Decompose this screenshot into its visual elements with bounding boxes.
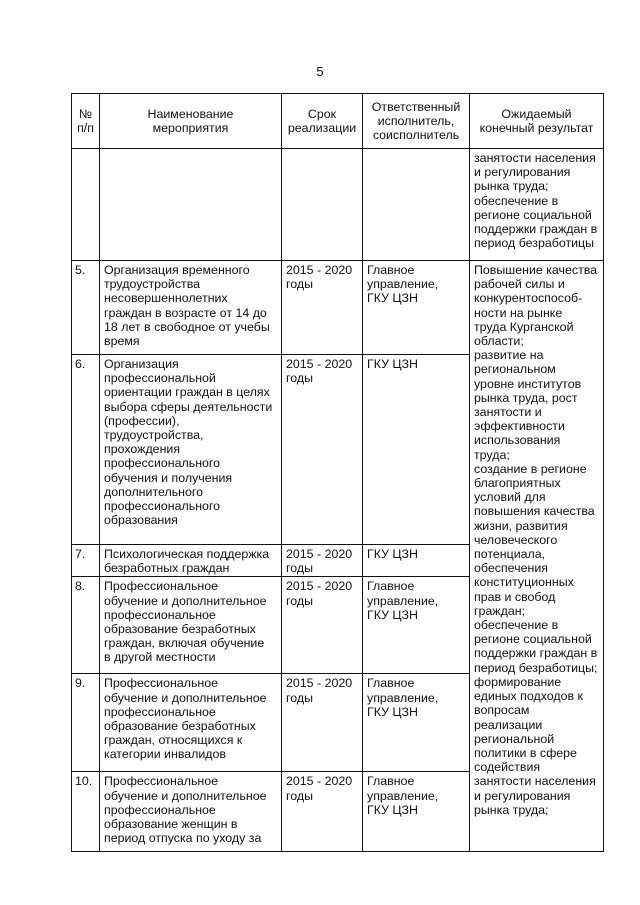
row-number: 8. [72, 577, 100, 674]
row-number: 9. [72, 674, 100, 772]
carry-over-row [72, 149, 604, 261]
header-result: Ожидаемый конечный результат [470, 94, 604, 149]
carry-over-result: занятости населения и регулирования рынка труда; обеспечение в регионе социальной поддержки граждан в период безработицы [470, 149, 604, 261]
row-number: 10. [72, 772, 100, 852]
row-term: 2015 - 2020 годы [282, 674, 363, 772]
carry-responsible [363, 149, 470, 261]
row-responsible: ГКУ ЦЗН [363, 545, 470, 577]
row-responsible: Главное управление, ГКУ ЦЗН [363, 674, 470, 772]
row-name: Организация временного трудоустройства несовершеннолетних граждан в возрасте от 14 до 18 лет в свободное от учебы время [100, 261, 282, 355]
row-responsible: Главное управление, ГКУ ЦЗН [363, 261, 470, 355]
measures-table [71, 93, 604, 852]
header-term: Срок реализации [282, 94, 363, 149]
page-number: 5 [316, 64, 324, 79]
row-term: 2015 - 2020 годы [282, 772, 363, 852]
header-row [72, 94, 604, 149]
carry-term [282, 149, 363, 261]
row-name: Организация профессиональной ориентации граждан в целях выбора сферы деятельности (профессии), трудоустройства, прохождения профессионального обучения и получения дополнительного профессионального образования [100, 355, 282, 545]
row-responsible: ГКУ ЦЗН [363, 355, 470, 545]
header-num: № п/п [72, 94, 100, 149]
row-number: 5. [72, 261, 100, 355]
row-name: Психологическая поддержка безработных граждан [100, 545, 282, 577]
row-term: 2015 - 2020 годы [282, 577, 363, 674]
header-name: Наименование мероприятия [100, 94, 282, 149]
row-term: 2015 - 2020 годы [282, 261, 363, 355]
carry-num [72, 149, 100, 261]
row-term: 2015 - 2020 годы [282, 355, 363, 545]
row-term: 2015 - 2020 годы [282, 545, 363, 577]
row-number: 6. [72, 355, 100, 545]
row-responsible: Главное управление, ГКУ ЦЗН [363, 772, 470, 852]
merged-result: Повышение качества рабочей силы и конкурентоспособ- ности на рынке труда Курганской области; развитие на региональном уровне институтов рынка труда, рост занятости и эффективности использования труда; создание в регионе благоприятных условий для повышения качества жизни, развития человеческого потенциала, обеспечения конституционных прав и свобод граждан; обеспечение в регионе социальной поддержки граждан в период безработицы; формирование единых подходов к вопросам реализации региональной политики в сфере содействия занятости населения и регулирования рынка труда; [470, 261, 604, 852]
header-responsible: Ответственный исполнитель, соисполнитель [363, 94, 470, 149]
row-responsible: Главное управление, ГКУ ЦЗН [363, 577, 470, 674]
row-number: 7. [72, 545, 100, 577]
row-name: Профессиональное обучение и дополнительное профессиональное образование безработных граждан, включая обучение в другой местности [100, 577, 282, 674]
table-row [72, 261, 604, 355]
carry-name [100, 149, 282, 261]
row-name: Профессиональное обучение и дополнительное профессиональное образование женщин в период отпуска по уходу за [100, 772, 282, 852]
row-name: Профессиональное обучение и дополнительное профессиональное образование безработных граждан, относящихся к категории инвалидов [100, 674, 282, 772]
